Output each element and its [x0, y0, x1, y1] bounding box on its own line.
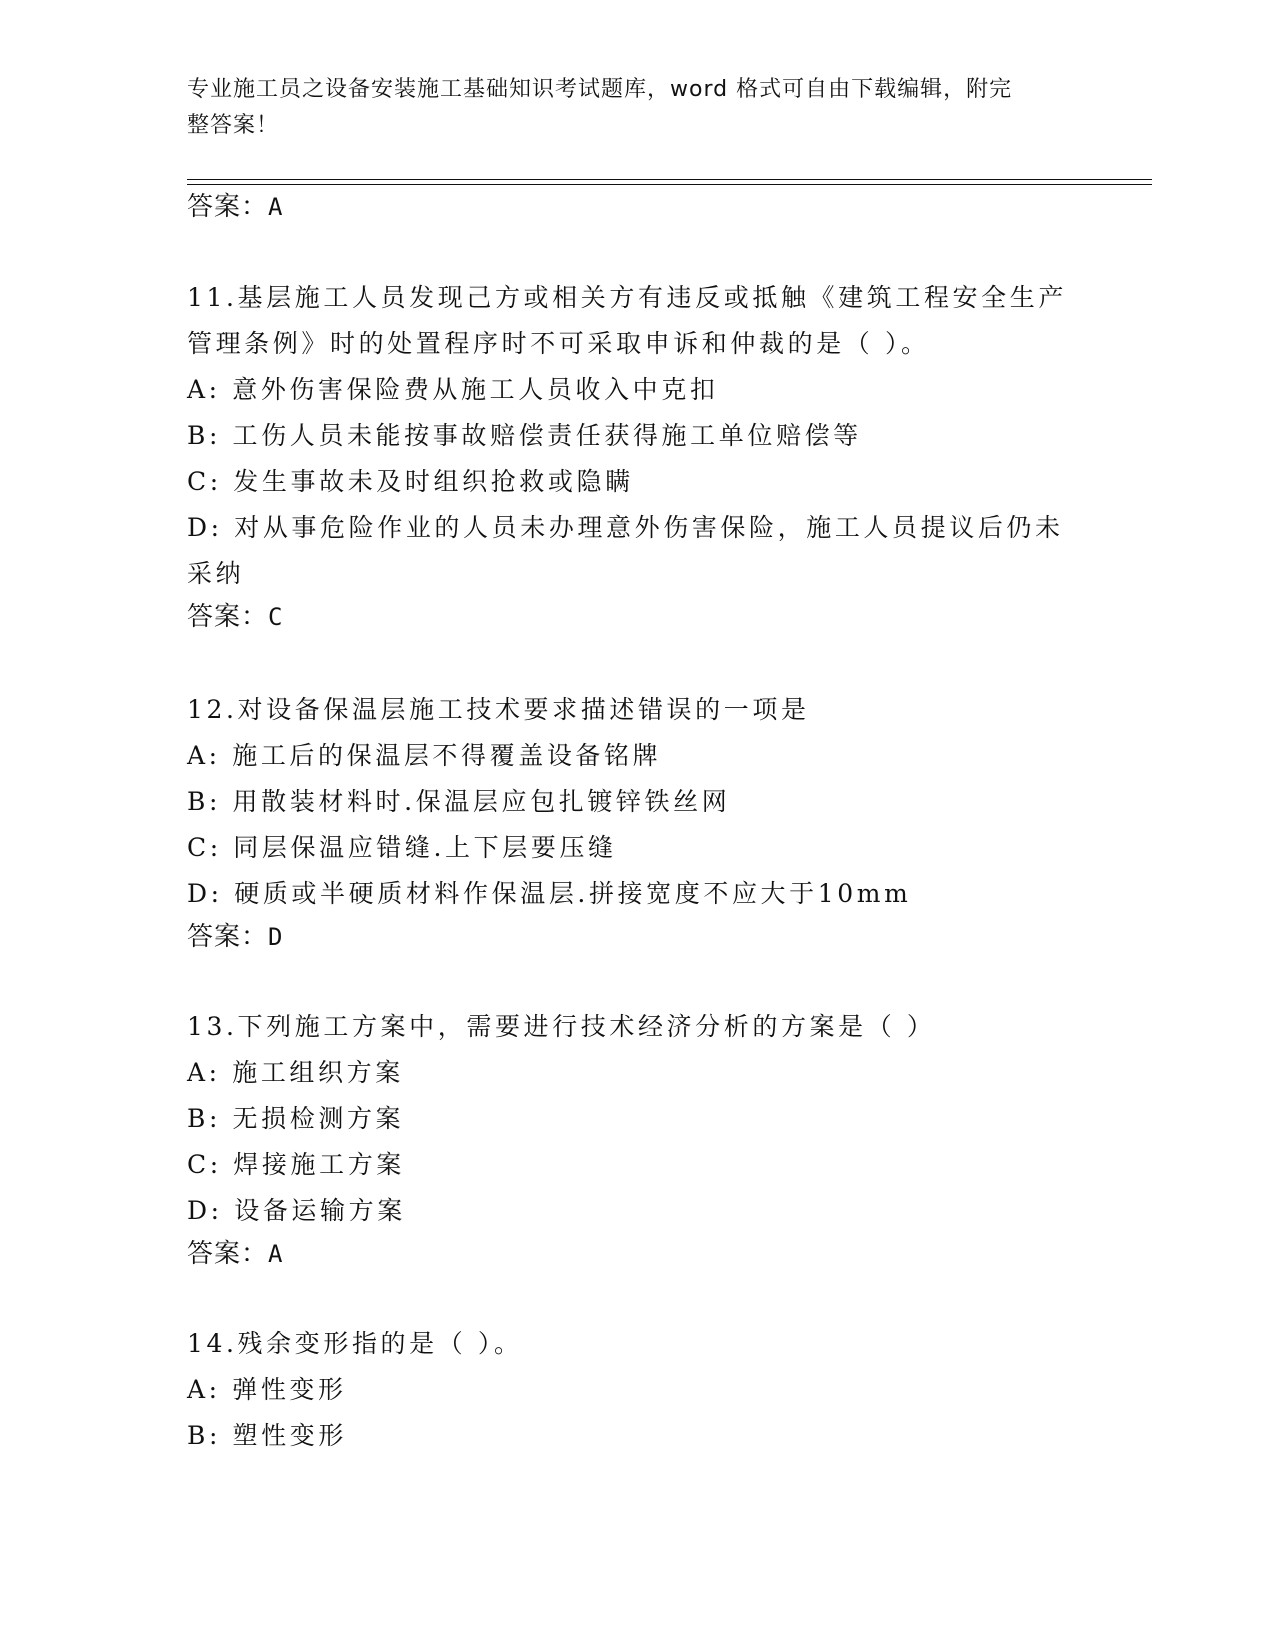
answer-label: 答案： — [187, 602, 269, 632]
question-14 — [187, 1321, 1087, 1459]
option-c: C: 焊接施工方案 — [187, 1150, 405, 1179]
answer-12 — [187, 920, 283, 954]
option-c: C: 发生事故未及时组织抢救或隐瞒 — [187, 467, 634, 496]
header-divider-top — [187, 179, 1152, 180]
answer-label: 答案： — [187, 1239, 269, 1269]
option-a: A: 施工后的保温层不得覆盖设备铭牌 — [187, 741, 662, 770]
header-line-1: 专业施工员之设备安装施工基础知识考试题库，word 格式可自由下载编辑，附完 — [187, 77, 1013, 102]
question-13 — [187, 1004, 1087, 1234]
answer-13 — [187, 1237, 283, 1271]
option-d: D: 设备运输方案 — [187, 1196, 406, 1225]
question-11 — [187, 275, 1087, 597]
option-a: A: 意外伤害保险费从施工人员收入中克扣 — [187, 375, 719, 404]
previous-answer — [187, 190, 283, 224]
option-b: B: 无损检测方案 — [187, 1104, 405, 1133]
question-stem-line: 11.基层施工人员发现己方或相关方有违反或抵触《建筑工程安全生产 — [187, 283, 1067, 312]
option-c: C: 同层保温应错缝.上下层要压缝 — [187, 833, 617, 862]
option-d: D: 硬质或半硬质材料作保温层.拼接宽度不应大于10mm — [187, 879, 912, 908]
option-d-continued: 采纳 — [187, 559, 245, 588]
answer-value: C — [268, 603, 284, 631]
option-b: B: 用散装材料时.保温层应包扎镀锌铁丝网 — [187, 787, 731, 816]
option-d: D: 对从事危险作业的人员未办理意外伤害保险，施工人员提议后仍未 — [187, 513, 1064, 542]
header-divider-bottom — [187, 184, 1152, 185]
question-stem-line: 13.下列施工方案中，需要进行技术经济分析的方案是（ ） — [187, 1012, 936, 1041]
answer-value: A — [268, 193, 284, 221]
answer-value: D — [268, 923, 284, 951]
answer-label: 答案： — [187, 922, 269, 952]
question-stem-line: 12.对设备保温层施工技术要求描述错误的一项是 — [187, 695, 810, 724]
header-line-2: 整答案！ — [187, 113, 280, 138]
answer-11 — [187, 600, 283, 634]
option-b: B: 塑性变形 — [187, 1421, 347, 1450]
option-a: A: 弹性变形 — [187, 1375, 347, 1404]
answer-label: 答案： — [187, 192, 269, 222]
option-b: B: 工伤人员未能按事故赔偿责任获得施工单位赔偿等 — [187, 421, 862, 450]
document-header — [187, 72, 1067, 144]
question-stem-line: 14.残余变形指的是（ ）。 — [187, 1329, 523, 1358]
answer-value: A — [268, 1240, 284, 1268]
option-a: A: 施工组织方案 — [187, 1058, 404, 1087]
question-stem-line: 管理条例》时的处置程序时不可采取申诉和仲裁的是（ ）。 — [187, 329, 930, 358]
question-12 — [187, 687, 1087, 917]
